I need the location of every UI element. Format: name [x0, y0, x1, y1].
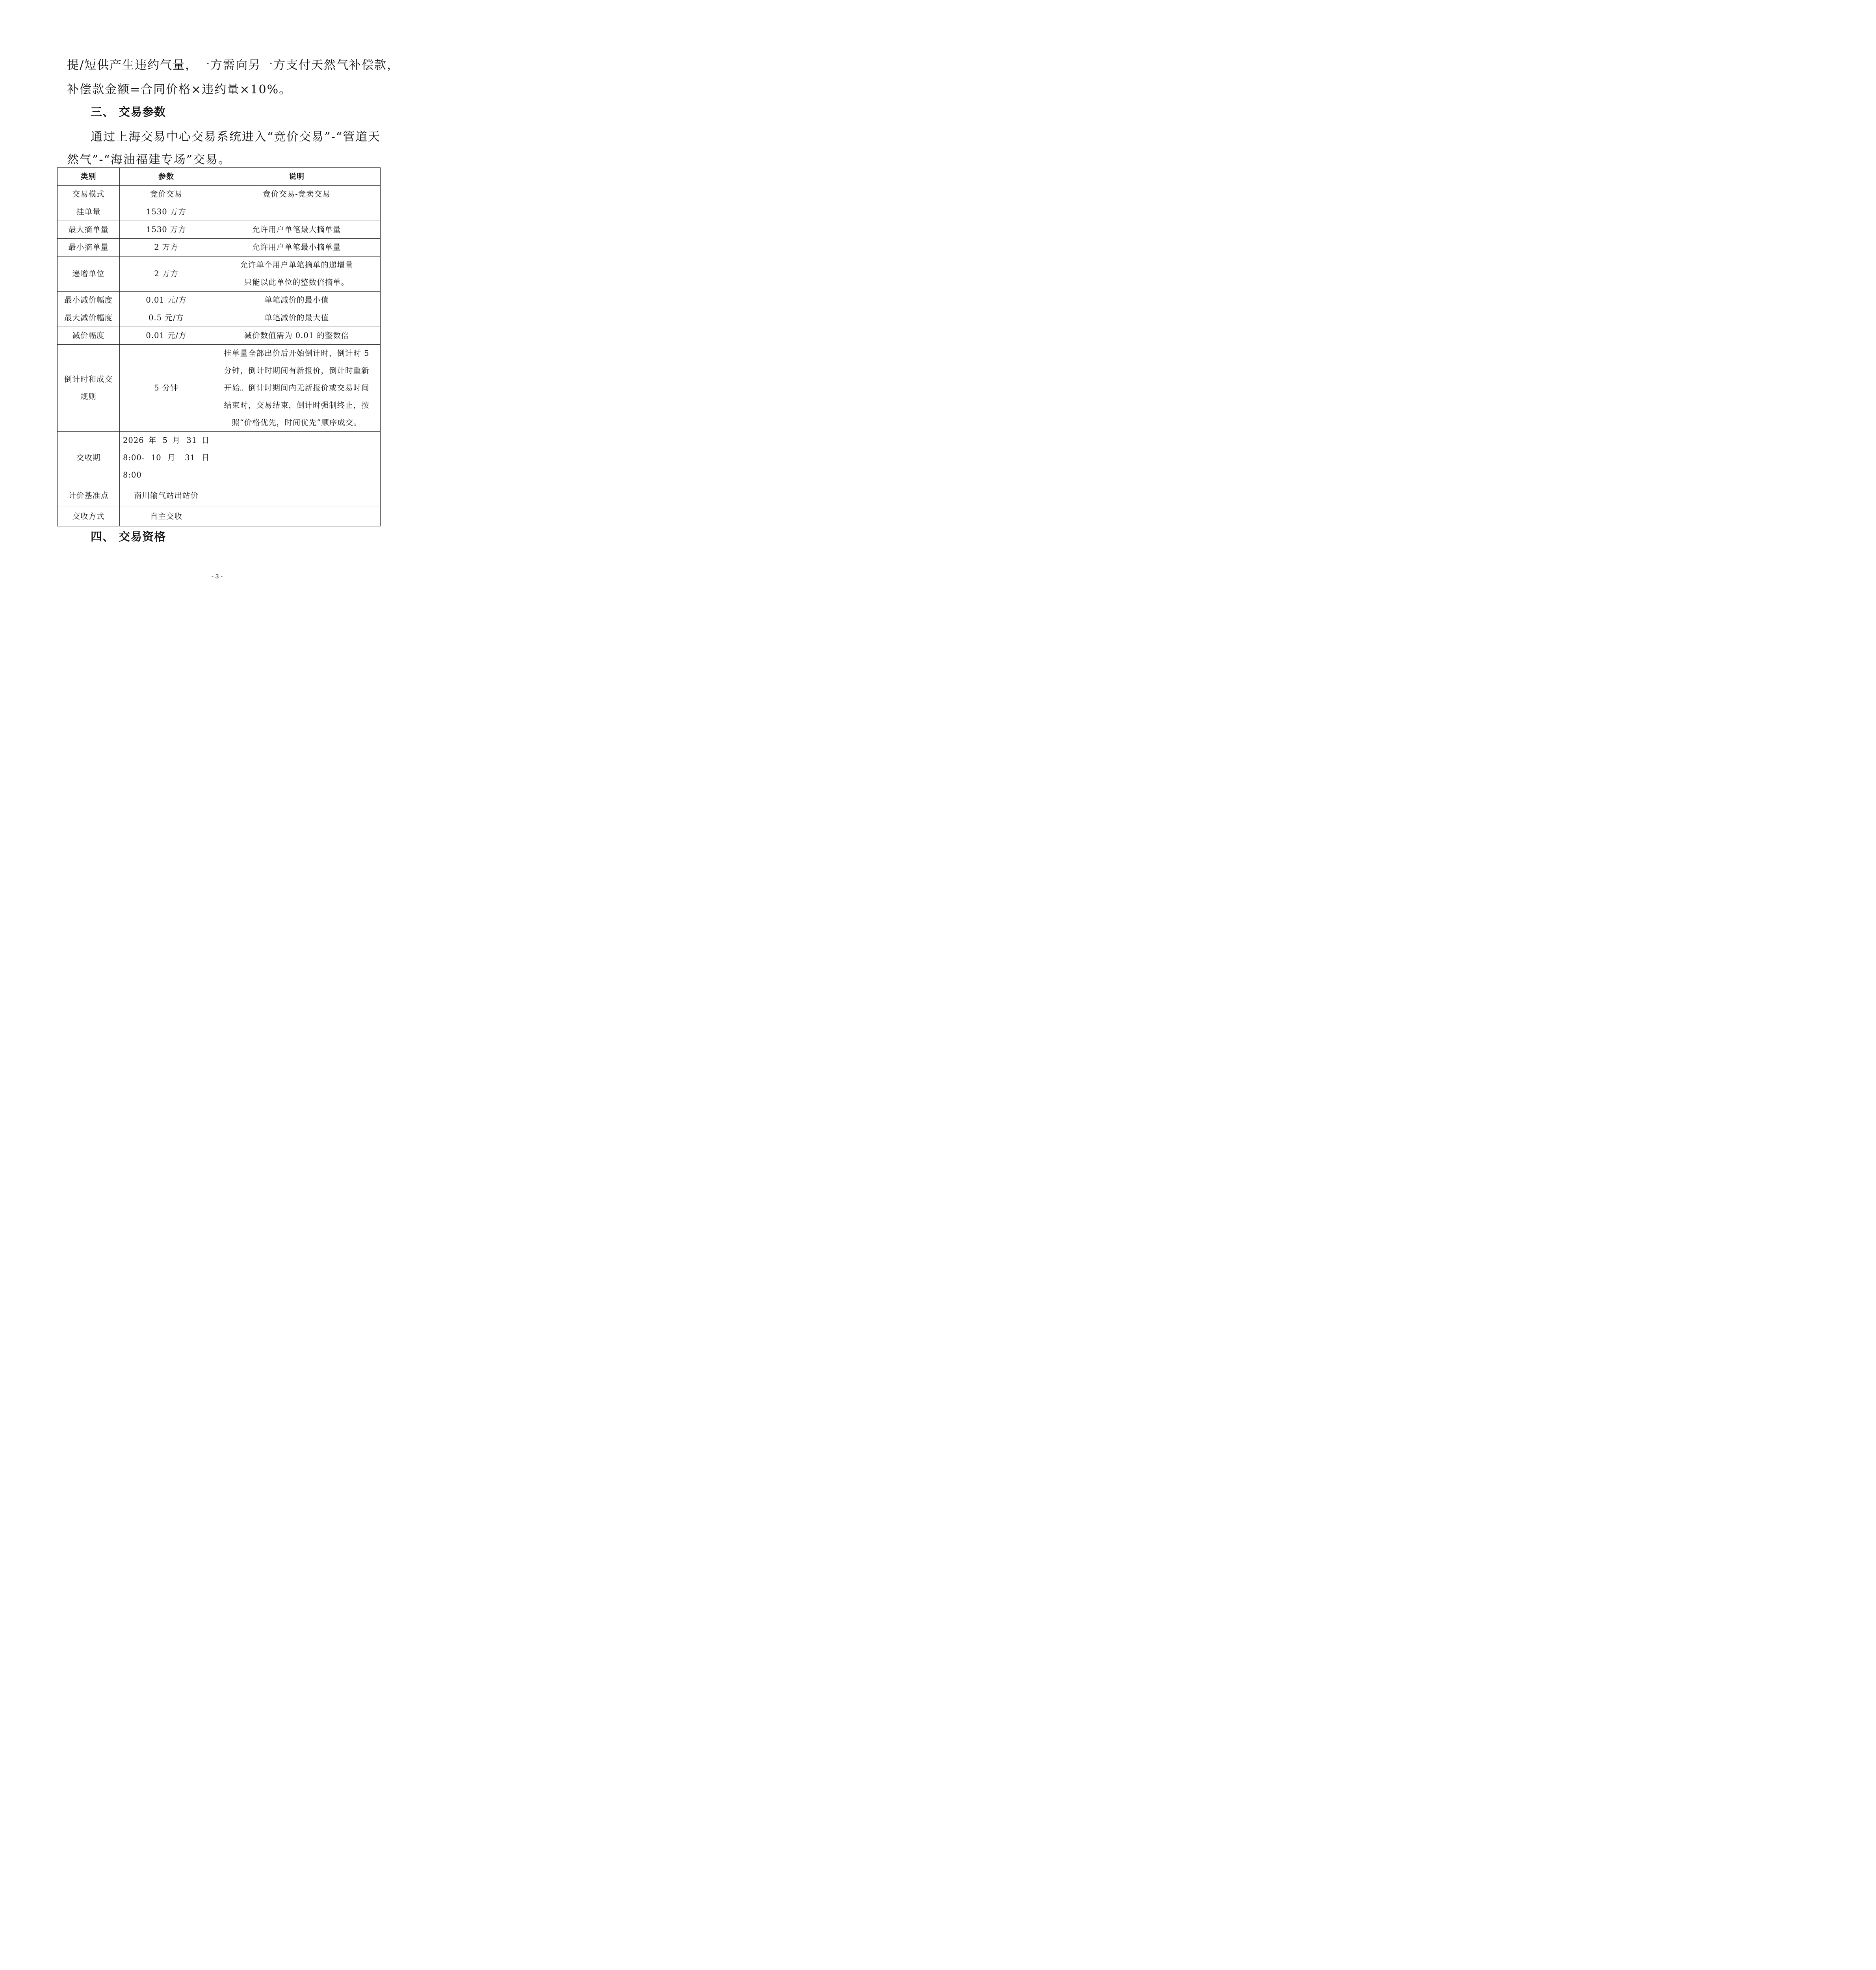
- desc-cell: 允许用户单笔最大摘单量: [213, 221, 381, 239]
- category-cell: 最大摘单量: [58, 221, 120, 239]
- desc-cell: 单笔减价的最大值: [213, 309, 381, 327]
- page-number: - 3 -: [211, 573, 223, 580]
- table-row: [58, 327, 381, 345]
- desc-cell: 减价数值需为 0.01 的整数倍: [213, 327, 381, 345]
- trade-parameters-table: [57, 167, 381, 526]
- column-header: 参数: [120, 168, 213, 186]
- param-line: 2026 年 5 月 31 日: [123, 436, 210, 445]
- desc-line: 只能以此单位的整数倍摘单。: [244, 278, 349, 287]
- category-cell: 减价幅度: [58, 327, 120, 345]
- category-line: 倒计时和成交: [64, 375, 113, 384]
- desc-line: 挂单量全部出价后开始倒计时，倒计时 5: [224, 349, 370, 358]
- column-header: 说明: [213, 168, 381, 186]
- desc-line: 分钟，倒计时期间有新报价，倒计时重新: [224, 366, 370, 375]
- category-cell: 最大减价幅度: [58, 309, 120, 327]
- desc-line: 允许单个用户单笔摘单的递增量: [240, 260, 353, 269]
- table-row: [58, 186, 381, 203]
- param-cell: 竞价交易: [120, 186, 213, 203]
- column-header: 类别: [58, 168, 120, 186]
- param-cell: 5 分钟: [120, 345, 213, 432]
- table-row: [58, 239, 381, 256]
- section-heading: 三、 交易参数: [91, 105, 166, 119]
- desc-line: 照“价格优先，时间优先”顺序成交。: [232, 418, 362, 427]
- param-cell: [120, 432, 213, 484]
- table-row: [58, 432, 381, 484]
- paragraph-line: 提/短供产生违约气量，一方需向另一方支付天然气补偿款，: [67, 58, 400, 72]
- desc-line: 开始。倒计时期间内无新报价或交易时间: [224, 383, 370, 392]
- param-line: 8:00- 10 月 31 日: [123, 453, 210, 462]
- desc-cell: [213, 345, 381, 432]
- category-cell: 挂单量: [58, 203, 120, 221]
- param-cell: 1530 万方: [120, 221, 213, 239]
- paragraph-line: 补偿款金额=合同价格×违约量×10%。: [67, 83, 292, 97]
- category-cell: 交收方式: [58, 507, 120, 526]
- category-cell: 交易模式: [58, 186, 120, 203]
- category-cell: 计价基准点: [58, 484, 120, 507]
- table-row: [58, 309, 381, 327]
- table-row: [58, 221, 381, 239]
- table-row: [58, 507, 381, 526]
- category-cell: 最小摘单量: [58, 239, 120, 256]
- param-cell: 0.01 元/方: [120, 327, 213, 345]
- desc-cell: 竞价交易-竞卖交易: [213, 186, 381, 203]
- paragraph-line: 然气”-“海油福建专场”交易。: [67, 153, 231, 167]
- section-heading: 四、 交易资格: [91, 530, 166, 543]
- table-header-row: [58, 168, 381, 186]
- category-cell: 递增单位: [58, 256, 120, 292]
- desc-cell: [213, 484, 381, 507]
- desc-cell: [213, 507, 381, 526]
- desc-cell: [213, 432, 381, 484]
- category-line: 规则: [80, 392, 97, 401]
- desc-cell: [213, 256, 381, 292]
- category-cell: 最小减价幅度: [58, 292, 120, 309]
- table-row: [58, 292, 381, 309]
- desc-cell: 单笔减价的最小值: [213, 292, 381, 309]
- desc-cell: 允许用户单笔最小摘单量: [213, 239, 381, 256]
- param-line: 8:00: [123, 470, 142, 479]
- param-cell: 1530 万方: [120, 203, 213, 221]
- desc-line: 结束时，交易结束，倒计时强制终止，按: [224, 401, 370, 410]
- table-row: [58, 484, 381, 507]
- param-cell: 自主交收: [120, 507, 213, 526]
- category-cell: 交收期: [58, 432, 120, 484]
- paragraph-line: 通过上海交易中心交易系统进入“竞价交易”-“管道天: [91, 130, 381, 144]
- table-row: [58, 256, 381, 292]
- param-cell: 0.5 元/方: [120, 309, 213, 327]
- table-row: [58, 203, 381, 221]
- category-cell: [58, 345, 120, 432]
- param-cell: 0.01 元/方: [120, 292, 213, 309]
- table-row: [58, 345, 381, 432]
- param-cell: 2 万方: [120, 239, 213, 256]
- param-cell: 南川输气站出站价: [120, 484, 213, 507]
- param-cell: 2 万方: [120, 256, 213, 292]
- desc-cell: [213, 203, 381, 221]
